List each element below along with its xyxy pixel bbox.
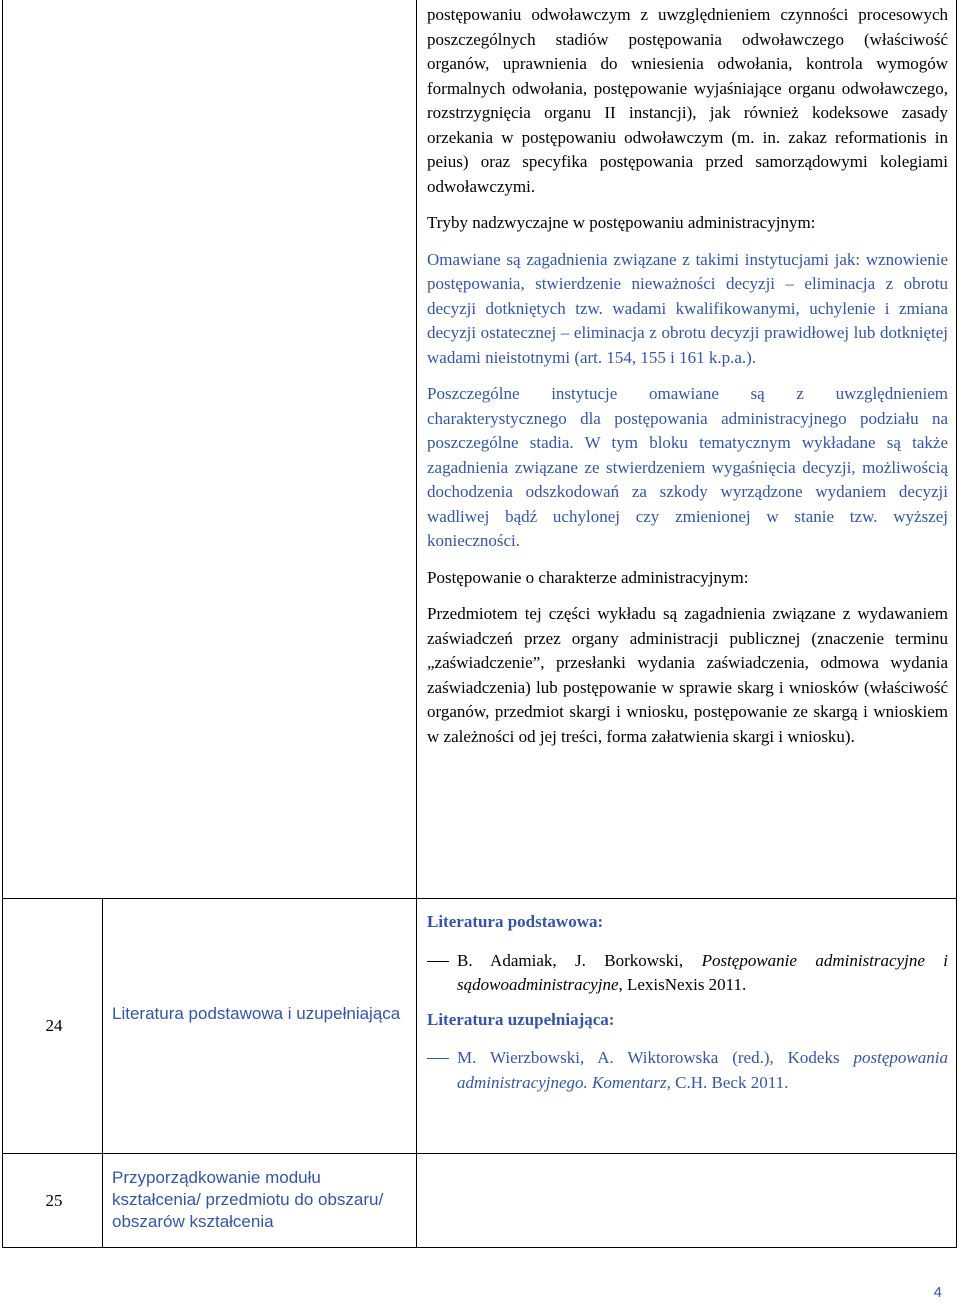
extraordinary-modes-heading: Tryby nadzwyczajne w postępowaniu administracyjnym: bbox=[427, 213, 816, 232]
administrative-procedure-heading: Postępowanie o charakterze administracyjnym: bbox=[427, 567, 749, 587]
supplementary-literature-heading: Literatura uzupełniająca: bbox=[427, 1009, 615, 1029]
page-number: 4 bbox=[933, 1284, 942, 1301]
supplementary-literature-publisher: , C.H. Beck 2011. bbox=[666, 1072, 789, 1092]
table-column-divider-2 bbox=[416, 0, 417, 1248]
extraordinary-modes-paragraph: Omawiane są zagadnienia związane z takimi instytucjami jak: wznowienie postępowania, stwierdzenie nieważności decyzji ‒ eliminacja z obrotu decyzji dotkniętych tzw. wadami kwalifikowanymi, uchylenie i zmiana decyzji ostatecznej ‒ eliminacja z obrotu decyzji prawidłowej lub dotkniętej wadami nieistotnymi (art. 154, 155 i 161 k.p.a.). bbox=[427, 249, 948, 367]
supplementary-literature-title: postępowania administracyjnego. Komentarz bbox=[457, 1048, 948, 1092]
row-divider-24-25 bbox=[2, 1153, 957, 1154]
supplementary-literature-item bbox=[427, 1046, 948, 1095]
basic-literature-publisher: , LexisNexis 2011. bbox=[618, 975, 747, 994]
row-24-content bbox=[427, 910, 948, 1095]
appeal-procedure-paragraph: postępowaniu odwoławczym z uwzględnieniem czynności procesowych poszczególnych stadiów postępowania odwoławczego (właściwość organów, uprawnienia do wniesienia odwołania, kontrola wymogów formalnych odwołania, postępowanie wyjaśniające organu odwoławczego, rozstrzygnięcia organu II instancji), jak również kodeksowe zasady orzekania w postępowaniu odwoławczym (m. in. zakaz reformationis in peius) oraz specyfika postępowania przed samorządowymi kolegiami odwoławczymi. bbox=[427, 5, 948, 196]
basic-literature-heading: Literatura podstawowa: bbox=[427, 912, 604, 931]
table-border-bottom bbox=[2, 1247, 957, 1248]
row-24-label: Literatura podstawowa i uzupełniająca bbox=[112, 1004, 401, 1023]
row-25-number: 25 bbox=[45, 1191, 63, 1210]
row-divider-23-24 bbox=[2, 898, 957, 899]
table-border-left bbox=[2, 0, 3, 1248]
table-border-right bbox=[956, 0, 957, 1248]
certificates-paragraph: Przedmiotem tej części wykładu są zagadnienia związane z wydawaniem zaświadczeń przez organy administracji publicznej (znaczenie terminu „zaświadczenie”, przesłanki wydania zaświadczenia, odmowa wydania zaświadczenia) lub postępowanie w sprawie skarg i wniosków (właściwość organów, przedmiot skargi i wniosku, postępowanie ze skargą i wnioskiem w zależności od jej treści, forma załatwienia skargi i wniosku). bbox=[427, 604, 948, 746]
dash-bullet bbox=[427, 1058, 449, 1059]
dash-bullet bbox=[427, 961, 449, 962]
supplementary-literature-authors: M. Wierzbowski, A. Wiktorowska (red.), Kodeks bbox=[457, 1048, 854, 1067]
basic-literature-title: Postępowanie administracyjne i sądowoadministracyjne bbox=[457, 950, 949, 994]
row-24-number: 24 bbox=[45, 1016, 63, 1035]
basic-literature-authors: B. Adamiak, J. Borkowski, bbox=[457, 950, 702, 970]
row-25-label: Przyporządkowanie modułu kształcenia/ przedmiotu do obszaru/ obszarów kształcenia bbox=[112, 1168, 384, 1231]
row-23-content bbox=[427, 3, 948, 749]
basic-literature-item bbox=[427, 949, 948, 998]
institutions-paragraph: Poszczególne instytucje omawiane są z uwzględnieniem charakterystycznego dla postępowania administracyjnego podziału na poszczególne stadia. W tym bloku tematycznym wykładane są także zagadnienia związane ze stwierdzeniem wygaśnięcia decyzji, możliwością dochodzenia odszkodowań za szkody wyrządzone wydaniem decyzji wadliwej bądź uchylonej czy zmienionej w stanie tzw. wyższej konieczności. bbox=[427, 384, 948, 550]
